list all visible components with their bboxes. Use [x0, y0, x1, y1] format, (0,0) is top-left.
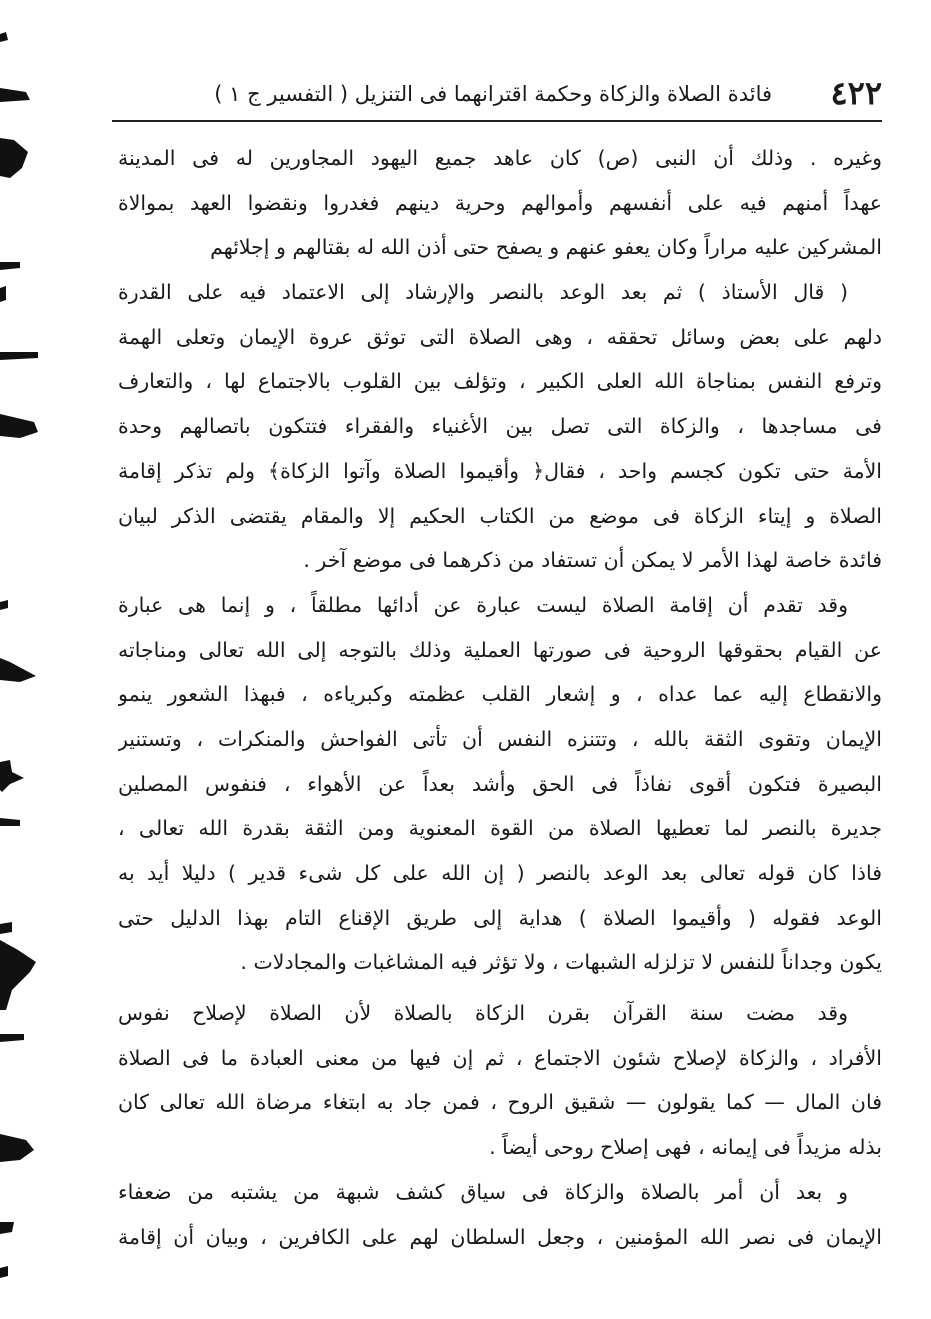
text-line: عهداً أمنهم فيه على أنفسهم وأموالهم وحرية دينهم فغدروا ونقضوا العهد بموالاة [118, 190, 882, 215]
text-line: والانقطاع إليه عما عداه ، و إشعار القلب عظمته وكبرياءه ، فبهذا الشعور ينمو [118, 682, 882, 707]
text-line: الأمة حتى تكون كجسم واحد ، فقال﴿ وأقيموا الصلاة وآتوا الزكاة﴾ ولم تذكر إقامة [118, 458, 882, 483]
page-number: ٤٢٢ [830, 74, 882, 112]
paragraph [118, 1170, 882, 1259]
text-line: وترفع النفس بمناجاة الله العلى الكبير ، وتؤلف بين القلوب بالاجتماع لها ، والتعارف [118, 369, 882, 394]
text-line: وقد مضت سنة القرآن بقرن الزكاة بالصلاة لأن الصلاة لإصلاح نفوس [118, 1001, 848, 1026]
text-line: الوعد فقوله ( وأقيموا الصلاة ) هداية إلى طريق الإقناع التام بهذا الدليل حتى [118, 905, 882, 930]
text-line: فى مساجدها ، والزكاة التى تصل بين الأغنياء والفقراء فتتكون باتصالهم وحدة [118, 414, 882, 439]
text-line: عن القيام بحقوقها الروحية فى صورتها العملية وذلك بالتوجه إلى الله تعالى ومناجاته [118, 637, 882, 662]
text-line: يكون وجداناً للنفس لا تزلزله الشبهات ، ولا تؤثر فيه المشاغبات والمجادلات . [240, 950, 882, 975]
text-line: الصلاة و إيتاء الزكاة فى موضع من الكتاب الحكيم إلا والمقام يقتضى الذكر لبيان [118, 503, 882, 528]
text-line: بذله مزيداً فى إيمانه ، فهى إصلاح روحى أيضاً . [489, 1135, 882, 1160]
text-line: دلهم على بعض وسائل تحققه ، وهى الصلاة التى توثق عروة الإيمان وتعلى الهمة [118, 324, 882, 349]
running-header [112, 68, 882, 122]
text-line: الإيمان وتقوى الثقة بالله ، وتتنزه النفس أن تأتى الفواحش والمنكرات ، وتستنير [118, 726, 882, 751]
running-title: فائدة الصلاة والزكاة وحكمة اقترانهما فى التنزيل ( التفسير ج ١ ) [214, 82, 772, 106]
text-line: الإيمان فى نصر الله المؤمنين ، وجعل السلطان لهم على الكافرين ، وبيان أن إقامة [118, 1224, 882, 1249]
text-line: البصيرة فتكون أقوى نفاذاً فى الحق وأشد بعداً عن الأهواء ، فنفوس المصلين [118, 771, 882, 796]
text-line: فان المال — كما يقولون — شقيق الروح ، فمن جاد به ابتغاء مرضاة الله تعالى كان [118, 1090, 882, 1115]
text-line: وغيره . وذلك أن النبى (ص) كان عاهد جميع اليهود المجاورين له فى المدينة [118, 146, 882, 170]
body-text [118, 136, 882, 1259]
text-line: ( قال الأستاذ ) ثم بعد الوعد بالنصر والإرشاد إلى الاعتماد فيه على القدرة [118, 280, 848, 305]
paragraph [118, 583, 882, 985]
text-line: وقد تقدم أن إقامة الصلاة ليست عبارة عن أدائها مطلقاً ، و إنما هى عبارة [118, 592, 848, 617]
text-line: و بعد أن أمر بالصلاة والزكاة فى سياق كشف شبهة من يشتبه من ضعفاء [118, 1179, 848, 1204]
scanned-page-edge [0, 0, 46, 1319]
paragraph [118, 136, 882, 270]
text-line: الأفراد ، والزكاة لإصلاح شئون الاجتماع ، ثم إن فيها من معنى العبادة ما فى الصلاة [118, 1045, 882, 1070]
paragraph [118, 991, 882, 1170]
text-line: فائدة خاصة لهذا الأمر لا يمكن أن تستفاد من ذكرهما فى موضع آخر . [303, 548, 882, 573]
text-line: المشركين عليه مراراً وكان يعفو عنهم و يصفح حتى أذن الله له بقتالهم و إجلائهم [210, 235, 882, 260]
paragraph [118, 270, 882, 583]
text-line: جديرة بالنصر لما تعطيها الصلاة من القوة المعنوية ومن الثقة بقدرة الله تعالى ، [118, 816, 882, 841]
text-line: فاذا كان قوله تعالى بعد الوعد بالنصر ( إن الله على كل شىء قدير ) دليلا أيد به [118, 861, 882, 885]
